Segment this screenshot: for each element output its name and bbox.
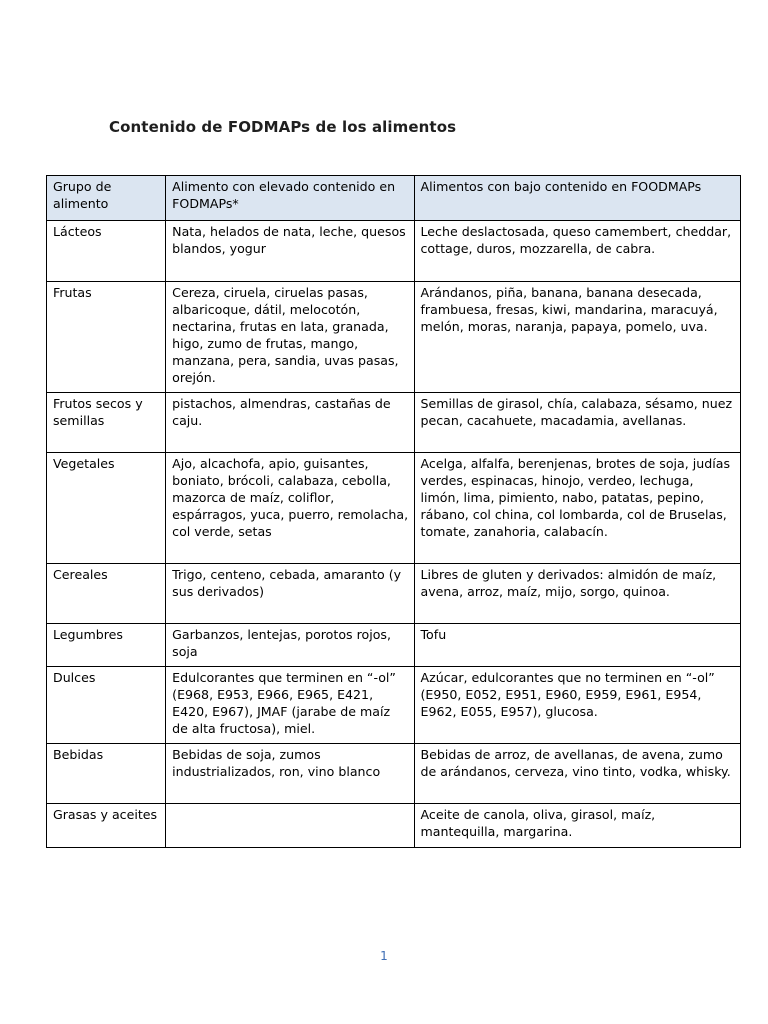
food-group-cell: Legumbres bbox=[47, 624, 166, 667]
table-header-row bbox=[47, 176, 741, 221]
food-group-cell: Vegetales bbox=[47, 453, 166, 564]
high-fodmap-cell bbox=[166, 804, 414, 848]
high-fodmap-cell: Trigo, centeno, cebada, amaranto (y sus derivados) bbox=[166, 564, 414, 624]
low-fodmap-cell: Tofu bbox=[414, 624, 741, 667]
high-fodmap-cell: Cereza, ciruela, ciruelas pasas, albaricoque, dátil, melocotón, nectarina, frutas en lata, granada, higo, zumo de frutas, mango, manzana, pera, sandia, uvas pasas, orejón. bbox=[166, 282, 414, 393]
low-fodmap-cell: Acelga, alfalfa, berenjenas, brotes de soja, judías verdes, espinacas, hinojo, verdeo, lechuga, limón, lima, pimiento, nabo, patatas, pepino, rábano, col china, col lombarda, col de Bruselas, tomate, zanahoria, calabacín. bbox=[414, 453, 741, 564]
low-fodmap-cell: Leche deslactosada, queso camembert, cheddar, cottage, duros, mozzarella, de cabra. bbox=[414, 221, 741, 282]
high-fodmap-cell: Nata, helados de nata, leche, quesos blandos, yogur bbox=[166, 221, 414, 282]
food-group-cell: Grasas y aceites bbox=[47, 804, 166, 848]
food-group-cell: Cereales bbox=[47, 564, 166, 624]
low-fodmap-cell: Azúcar, edulcorantes que no terminen en “-ol” (E950, E052, E951, E960, E959, E961, E954, E962, E055, E957), glucosa. bbox=[414, 667, 741, 744]
page-number: 1 bbox=[380, 949, 388, 963]
table-row bbox=[47, 564, 741, 624]
table-row bbox=[47, 453, 741, 564]
table-row bbox=[47, 221, 741, 282]
low-fodmap-cell: Aceite de canola, oliva, girasol, maíz, mantequilla, margarina. bbox=[414, 804, 741, 848]
high-fodmap-cell: Garbanzos, lentejas, porotos rojos, soja bbox=[166, 624, 414, 667]
food-group-cell: Frutos secos y semillas bbox=[47, 393, 166, 453]
food-group-cell: Dulces bbox=[47, 667, 166, 744]
low-fodmap-cell: Arándanos, piña, banana, banana desecada, frambuesa, fresas, kiwi, mandarina, maracuyá, melón, moras, naranja, papaya, pomelo, uva. bbox=[414, 282, 741, 393]
table-row bbox=[47, 393, 741, 453]
high-fodmap-cell: Bebidas de soja, zumos industrializados, ron, vino blanco bbox=[166, 744, 414, 804]
table-row bbox=[47, 667, 741, 744]
table-row bbox=[47, 624, 741, 667]
table-row bbox=[47, 282, 741, 393]
low-fodmap-cell: Semillas de girasol, chía, calabaza, sésamo, nuez pecan, cacahuete, macadamia, avellanas. bbox=[414, 393, 741, 453]
table-row bbox=[47, 744, 741, 804]
food-group-cell: Lácteos bbox=[47, 221, 166, 282]
table-row bbox=[47, 804, 741, 848]
header-low-fodmap: Alimentos con bajo contenido en FOODMAPs bbox=[414, 176, 741, 221]
high-fodmap-cell: Edulcorantes que terminen en “-ol” (E968, E953, E966, E965, E421, E420, E967), JMAF (jarabe de maíz de alta fructosa), miel. bbox=[166, 667, 414, 744]
high-fodmap-cell: Ajo, alcachofa, apio, guisantes, boniato, brócoli, calabaza, cebolla, mazorca de maíz, coliflor, espárragos, yuca, puerro, remolacha, col verde, setas bbox=[166, 453, 414, 564]
high-fodmap-cell: pistachos, almendras, castañas de caju. bbox=[166, 393, 414, 453]
food-group-cell: Bebidas bbox=[47, 744, 166, 804]
header-high-fodmap: Alimento con elevado contenido en FODMAPs* bbox=[166, 176, 414, 221]
low-fodmap-cell: Libres de gluten y derivados: almidón de maíz, avena, arroz, maíz, mijo, sorgo, quinoa. bbox=[414, 564, 741, 624]
low-fodmap-cell: Bebidas de arroz, de avellanas, de avena, zumo de arándanos, cerveza, vino tinto, vodka, whisky. bbox=[414, 744, 741, 804]
food-group-cell: Frutas bbox=[47, 282, 166, 393]
page-title: Contenido de FODMAPs de los alimentos bbox=[109, 118, 457, 136]
header-food-group: Grupo de alimento bbox=[47, 176, 166, 221]
fodmap-table bbox=[46, 175, 741, 848]
